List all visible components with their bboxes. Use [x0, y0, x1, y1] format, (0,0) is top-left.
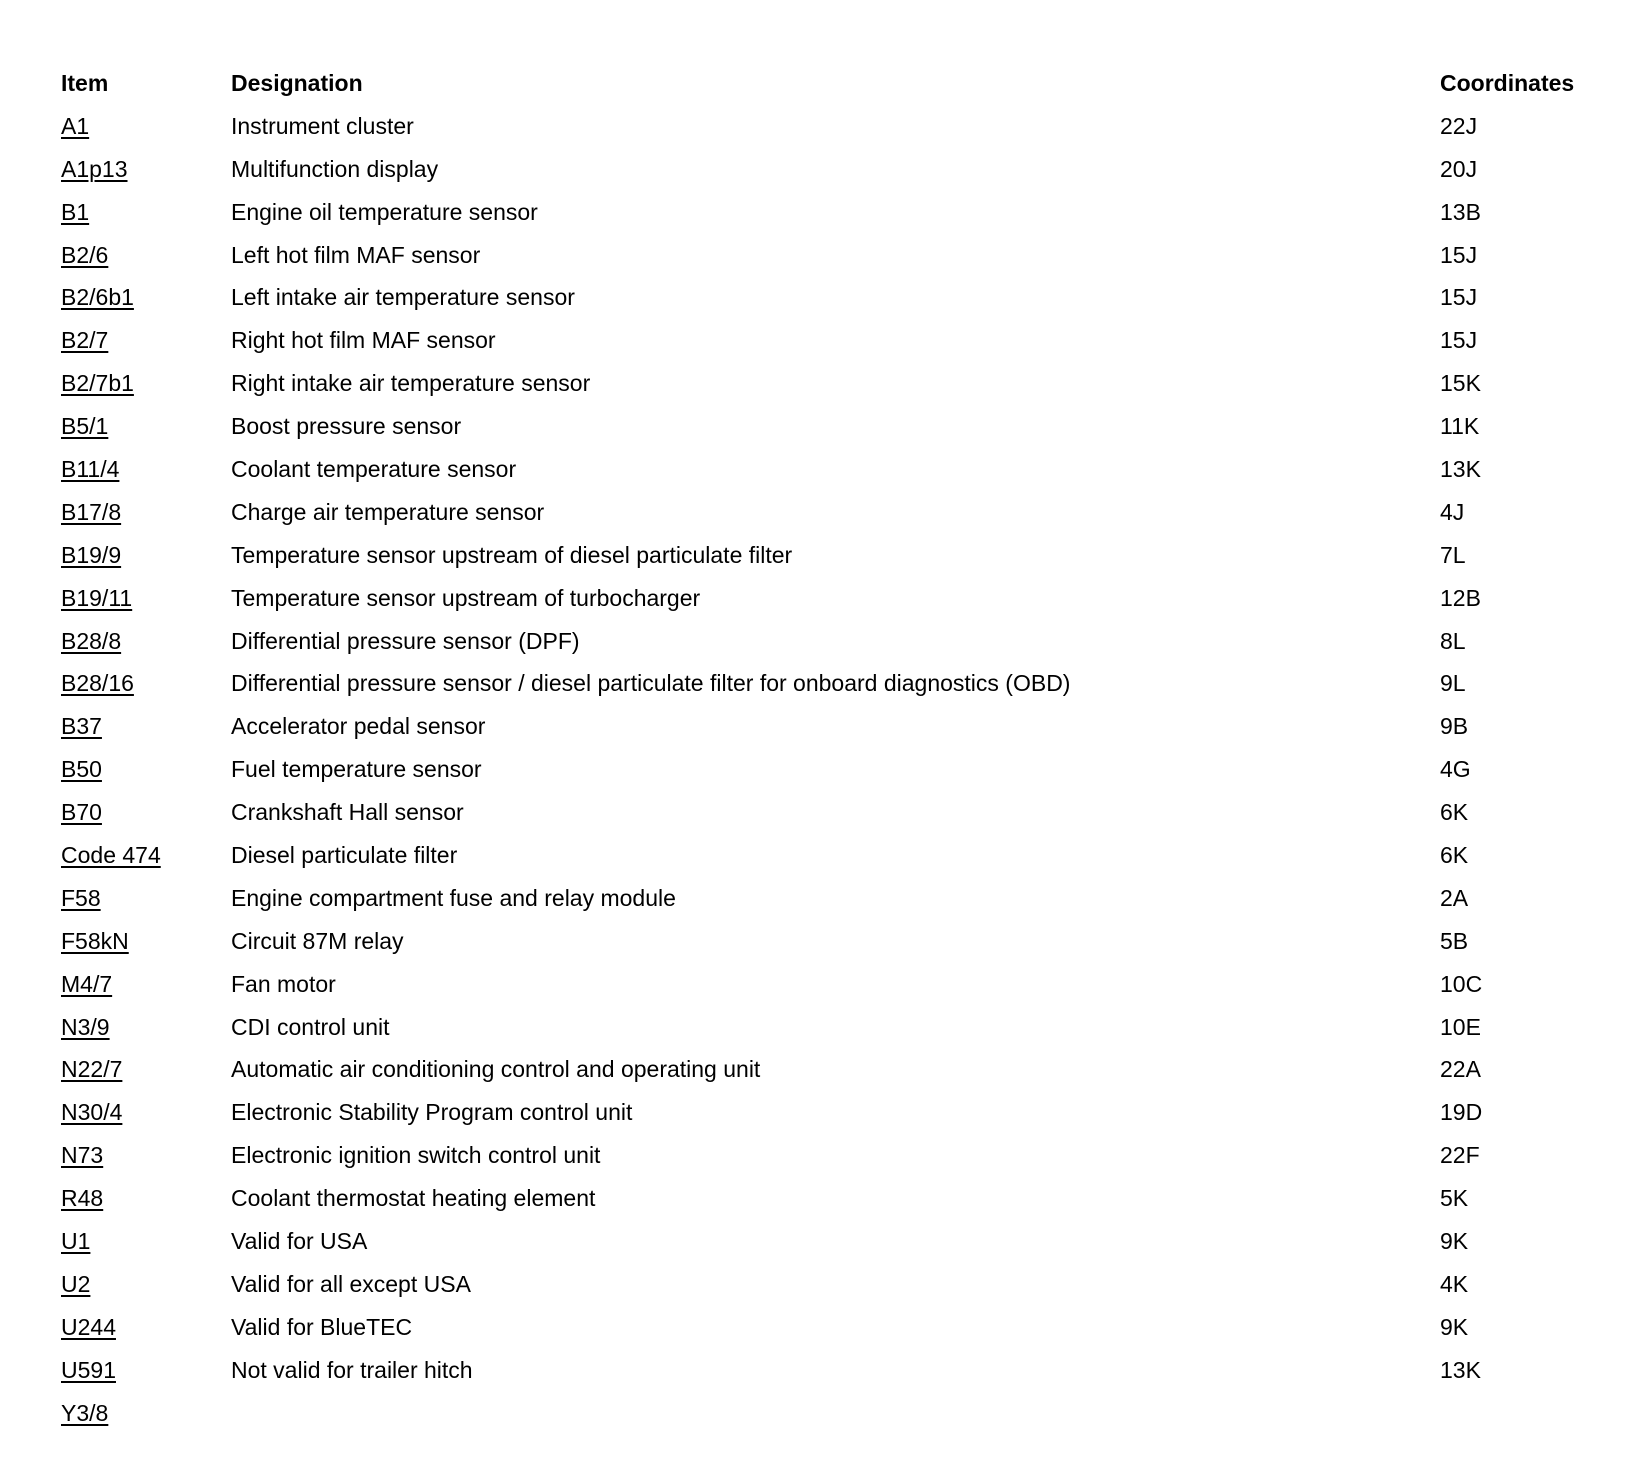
- coordinates-cell: 4G: [1440, 756, 1471, 783]
- coordinates-cell: 6K: [1440, 799, 1469, 826]
- item-link[interactable]: B17/8: [61, 498, 122, 525]
- header-coordinates: Coordinates: [1440, 70, 1575, 96]
- designation-cell: Electronic ignition switch control unit: [231, 1142, 601, 1169]
- item-link[interactable]: B19/11: [61, 584, 133, 611]
- designation-cell: CDI control unit: [231, 1013, 390, 1040]
- table-row: [0, 1048, 1632, 1091]
- table-row: [0, 1091, 1632, 1134]
- item-link[interactable]: U2: [61, 1270, 91, 1297]
- header-item: Item: [61, 70, 109, 96]
- item-link[interactable]: B70: [61, 799, 102, 826]
- coordinates-cell: 20J: [1440, 155, 1478, 182]
- item-link[interactable]: B2/6b1: [61, 284, 134, 311]
- table-row: [0, 491, 1632, 534]
- coordinates-cell: 11K: [1440, 413, 1480, 440]
- designation-cell: Valid for all except USA: [231, 1270, 471, 1297]
- table-header-row: [0, 62, 1632, 105]
- table-row: [0, 620, 1632, 663]
- designation-cell: Right hot film MAF sensor: [231, 327, 496, 354]
- designation-cell: Multifunction display: [231, 155, 439, 182]
- coordinates-cell: 4K: [1440, 1270, 1469, 1297]
- table-row: [0, 276, 1632, 319]
- coordinates-cell: 19D: [1440, 1099, 1483, 1126]
- designation-cell: Left intake air temperature sensor: [231, 284, 575, 311]
- designation-cell: Right intake air temperature sensor: [231, 370, 591, 397]
- table-row: [0, 834, 1632, 877]
- coordinates-cell: 13K: [1440, 456, 1481, 483]
- item-link[interactable]: N73: [61, 1142, 104, 1169]
- table-row: [0, 705, 1632, 748]
- coordinates-cell: 22A: [1440, 1056, 1481, 1083]
- table-row: [0, 920, 1632, 963]
- designation-cell: Crankshaft Hall sensor: [231, 799, 464, 826]
- table-row: [0, 577, 1632, 620]
- item-link[interactable]: B28/16: [61, 670, 134, 697]
- table-row: [0, 448, 1632, 491]
- table-row: [0, 1349, 1632, 1392]
- item-link[interactable]: F58: [61, 884, 101, 911]
- item-link[interactable]: N22/7: [61, 1056, 123, 1083]
- coordinates-cell: 9K: [1440, 1313, 1469, 1340]
- designation-cell: Electronic Stability Program control unit: [231, 1099, 633, 1126]
- designation-cell: Boost pressure sensor: [231, 413, 462, 440]
- item-link[interactable]: B50: [61, 756, 102, 783]
- item-link[interactable]: Y3/8: [61, 1399, 109, 1426]
- item-link[interactable]: B1: [61, 198, 90, 225]
- designation-cell: Instrument cluster: [231, 112, 414, 139]
- table-row: [0, 1177, 1632, 1220]
- designation-cell: Valid for USA: [231, 1228, 368, 1255]
- designation-cell: Engine compartment fuse and relay module: [231, 884, 676, 911]
- item-link[interactable]: U591: [61, 1356, 116, 1383]
- coordinates-cell: 4J: [1440, 498, 1465, 525]
- designation-cell: Fuel temperature sensor: [231, 756, 482, 783]
- coordinates-cell: 15J: [1440, 284, 1478, 311]
- item-link[interactable]: M4/7: [61, 970, 113, 997]
- table-row: [0, 877, 1632, 920]
- table-row: [0, 748, 1632, 791]
- table-row: [0, 234, 1632, 277]
- coordinates-cell: 9L: [1440, 670, 1466, 697]
- table-row: [0, 191, 1632, 234]
- item-link[interactable]: B2/7: [61, 327, 109, 354]
- table-row: [0, 963, 1632, 1006]
- coordinates-cell: 22J: [1440, 112, 1478, 139]
- item-link[interactable]: R48: [61, 1185, 104, 1212]
- coordinates-cell: 10C: [1440, 970, 1483, 997]
- item-link[interactable]: B5/1: [61, 413, 109, 440]
- designation-cell: Coolant temperature sensor: [231, 456, 517, 483]
- designation-cell: Coolant thermostat heating element: [231, 1185, 596, 1212]
- table-row: [0, 1392, 1632, 1435]
- designation-cell: Automatic air conditioning control and operating unit: [231, 1056, 761, 1083]
- coordinates-cell: 22F: [1440, 1142, 1480, 1169]
- coordinates-cell: 9B: [1440, 713, 1469, 740]
- designation-cell: Circuit 87M relay: [231, 927, 404, 954]
- coordinates-cell: 7L: [1440, 541, 1466, 568]
- table-row: [0, 1220, 1632, 1263]
- item-link[interactable]: U1: [61, 1228, 91, 1255]
- item-link[interactable]: N3/9: [61, 1013, 110, 1040]
- item-link[interactable]: A1p13: [61, 155, 128, 182]
- header-designation: Designation: [231, 70, 363, 96]
- item-link[interactable]: B2/7b1: [61, 370, 134, 397]
- designation-cell: Differential pressure sensor / diesel particulate filter for onboard diagnostics (OBD): [231, 670, 1071, 697]
- item-link[interactable]: N30/4: [61, 1099, 123, 1126]
- table-row: [0, 405, 1632, 448]
- designation-cell: Differential pressure sensor (DPF): [231, 627, 580, 654]
- coordinates-cell: 5K: [1440, 1185, 1469, 1212]
- table-row: [0, 534, 1632, 577]
- item-link[interactable]: U244: [61, 1313, 116, 1340]
- designation-cell: Temperature sensor upstream of turbocharger: [231, 584, 701, 611]
- table-row: [0, 662, 1632, 705]
- table-row: [0, 791, 1632, 834]
- coordinates-cell: 6K: [1440, 842, 1469, 869]
- designation-cell: Diesel particulate filter: [231, 842, 458, 869]
- designation-cell: Charge air temperature sensor: [231, 498, 545, 525]
- coordinates-cell: 2A: [1440, 884, 1469, 911]
- item-link[interactable]: Code 474: [61, 842, 161, 869]
- table-row: [0, 1006, 1632, 1049]
- coordinates-cell: 12B: [1440, 584, 1481, 611]
- coordinates-cell: 15J: [1440, 241, 1478, 268]
- item-link[interactable]: B2/6: [61, 241, 109, 268]
- designation-cell: Accelerator pedal sensor: [231, 713, 486, 740]
- table-row: [0, 1263, 1632, 1306]
- designation-cell: Fan motor: [231, 970, 336, 997]
- table-row: [0, 105, 1632, 148]
- designation-cell: Left hot film MAF sensor: [231, 241, 481, 268]
- table-row: [0, 1306, 1632, 1349]
- designation-cell: Not valid for trailer hitch: [231, 1356, 473, 1383]
- item-link[interactable]: A1: [61, 112, 90, 139]
- coordinates-cell: 9K: [1440, 1228, 1469, 1255]
- item-link[interactable]: B19/9: [61, 541, 122, 568]
- designation-cell: Valid for BlueTEC: [231, 1313, 413, 1340]
- designation-cell: Engine oil temperature sensor: [231, 198, 538, 225]
- table-body: [0, 105, 1632, 1435]
- table-row: [0, 362, 1632, 405]
- item-link[interactable]: F58kN: [61, 927, 129, 954]
- coordinates-cell: 10E: [1440, 1013, 1481, 1040]
- coordinates-cell: 8L: [1440, 627, 1466, 654]
- table-row: [0, 319, 1632, 362]
- table-row: [0, 148, 1632, 191]
- coordinates-cell: 15K: [1440, 370, 1481, 397]
- coordinates-cell: 15J: [1440, 327, 1478, 354]
- coordinates-cell: 13K: [1440, 1356, 1481, 1383]
- legend-table: [0, 62, 1632, 1435]
- item-link[interactable]: B11/4: [61, 456, 120, 483]
- coordinates-cell: 5B: [1440, 927, 1469, 954]
- designation-cell: Temperature sensor upstream of diesel particulate filter: [231, 541, 793, 568]
- item-link[interactable]: B28/8: [61, 627, 122, 654]
- coordinates-cell: 13B: [1440, 198, 1481, 225]
- table-row: [0, 1134, 1632, 1177]
- item-link[interactable]: B37: [61, 713, 102, 740]
